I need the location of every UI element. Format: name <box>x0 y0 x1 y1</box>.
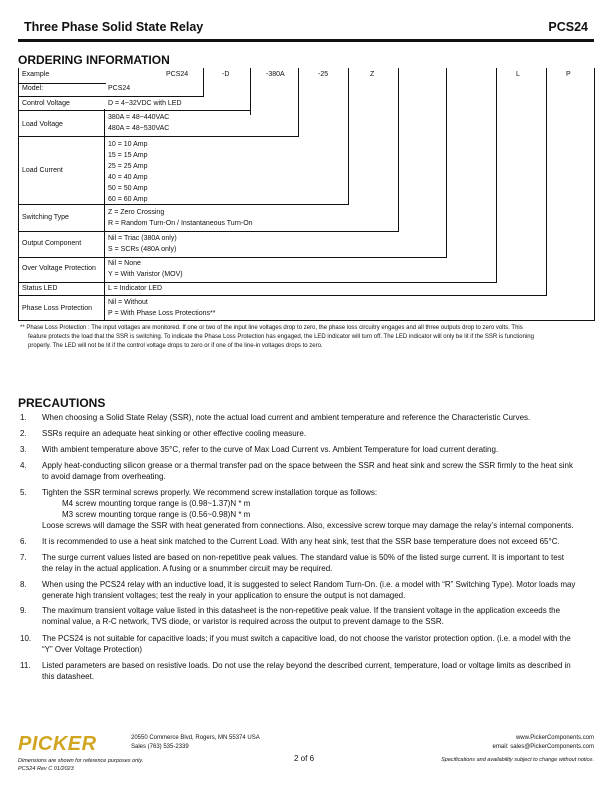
item-number: 1. <box>20 413 27 422</box>
part-number: PCS24 <box>548 20 588 34</box>
row-value-load-voltage-1: 380A = 48~440VAC <box>108 114 170 121</box>
row-rule <box>18 282 497 283</box>
row-rule <box>18 136 299 137</box>
item-text: The PCS24 is not suitable for capacitive loads; if you must switch a capacitive load, do not choose the varistor protection option. (i.e. a model with the <box>42 634 571 643</box>
connector-line <box>446 68 447 257</box>
item-text: When choosing a Solid State Relay (SSR), note the actual load current and ambient temperature and reference the Characteristic Curves. <box>42 413 531 422</box>
precaution-item-3 <box>20 444 592 455</box>
row-value-model: PCS24 <box>108 85 131 92</box>
item-text: “Y” Over Voltage Protection) <box>42 645 143 654</box>
row-label-phase-loss: Phase Loss Protection <box>22 305 93 312</box>
precaution-item-2 <box>20 428 592 439</box>
dimensions-note: Dimensions are shown for reference purposes only. <box>18 758 144 764</box>
item-text: generate high transient voltages; test the realy in your application to ensure the output is not damaged. <box>42 591 406 600</box>
item-text: Loose screws will damage the SSR with heat generated from connections. Also, excessive screw torque may damage the relay’s internal components. <box>42 521 574 530</box>
code-control-voltage: -D <box>222 71 230 78</box>
item-number: 7. <box>20 553 27 562</box>
item-text: When using the PCS24 relay with an inductive load, it is suggested to select Random Turn-On. (i.e. a model with “R” Switching Type). Motor loads may <box>42 580 576 589</box>
row-value-control-voltage: D = 4~32VDC with LED <box>108 100 182 107</box>
ordering-title: ORDERING INFORMATION <box>18 53 170 67</box>
row-rule <box>18 295 547 296</box>
row-value-load-current-3: 25 = 25 Amp <box>108 163 148 170</box>
row-value-load-current-4: 40 = 40 Amp <box>108 174 148 181</box>
code-switching-type: Z <box>370 71 375 78</box>
connector-line <box>546 68 547 296</box>
item-number: 3. <box>20 445 27 454</box>
precaution-item-5 <box>20 487 592 531</box>
item-text: the relay in the actual application. A fusing or a snummber circuit may be required. <box>42 564 333 573</box>
item-text: to avoid damage from overheating. <box>42 472 166 481</box>
row-rule <box>18 320 595 321</box>
item-text: this datasheet. <box>42 672 95 681</box>
footer-address <box>131 734 260 752</box>
footer-notes-left <box>18 757 143 773</box>
row-value-over-voltage-1: Nil = None <box>108 260 141 267</box>
footer-contact <box>493 734 594 752</box>
item-number: 6. <box>20 537 27 546</box>
item-text: With ambient temperature above 35°C, refer to the curve of Max Load Current vs. Ambient Temperature for load current derating. <box>42 445 499 454</box>
connector-line <box>496 68 497 283</box>
page-number: 2 of 6 <box>294 754 315 763</box>
note-line: feature protects the load that the SSR is switching. To indicate the Phase Loss Protection has engaged, the LED indicator will turn off. The LED indicator will only be lit if the SSR is functioning <box>28 334 534 340</box>
row-rule <box>18 231 399 232</box>
row-value-load-voltage-2: 480A = 48~530VAC <box>108 125 170 132</box>
row-value-phase-loss-2: P = With Phase Loss Protections** <box>108 310 216 317</box>
connector-line <box>298 68 299 137</box>
item-number: 8. <box>20 580 27 589</box>
item-text: The maximum transient voltage value listed in this datasheet is the non-repetitive peak value. If the transient voltage in the application exceeds the <box>42 606 561 615</box>
table-divider <box>104 109 105 320</box>
precaution-item-1 <box>20 412 592 423</box>
item-number: 10. <box>20 634 32 643</box>
item-number: 2. <box>20 429 27 438</box>
connector-line <box>250 68 251 115</box>
row-rule <box>18 83 106 84</box>
item-text: M4 screw mounting torque range is (0.98~1.37)N * m <box>62 499 251 508</box>
precaution-item-4 <box>20 460 592 482</box>
code-model: PCS24 <box>166 71 189 78</box>
item-text: nominal value, a R-C network, TVS diode, or varistor is required across the output to prevent damage to the SSR. <box>42 617 444 626</box>
connector-line <box>594 68 595 320</box>
row-value-output-component-2: S = SCRs (480A only) <box>108 246 177 253</box>
row-value-load-current-5: 50 = 50 Amp <box>108 185 148 192</box>
precaution-item-6 <box>20 536 592 547</box>
item-text: Listed parameters are based on resistive loads. Do not use the relay beyond the described current, temperature, load or voltage limits as described in <box>42 661 571 670</box>
item-text: The surge current values listed are based on non-repetitive peak values. The standard value is 50% of the listed surge current. It is important to test <box>42 553 564 562</box>
item-text: SSRs require an adequate heat sinking or other effective cooling measure. <box>42 429 307 438</box>
connector-line <box>398 68 399 231</box>
spec-note: Specifications and availability subject to change without notice. <box>441 757 594 763</box>
sales-phone: Sales (763) 535-2339 <box>131 744 189 750</box>
item-number: 9. <box>20 606 27 615</box>
row-value-status-led: L = Indicator LED <box>108 285 163 292</box>
row-value-switching-type-1: Z = Zero Crossing <box>108 209 165 216</box>
revision: PCS24 Rev C 01/2023 <box>18 766 74 772</box>
row-label-model: Model: <box>22 85 44 92</box>
row-rule <box>18 110 251 111</box>
address-line: 20550 Commerce Blvd, Rogers, MN 55374 USA <box>131 735 260 741</box>
row-rule <box>18 257 447 258</box>
row-label-over-voltage: Over Voltage Protection <box>22 265 96 272</box>
row-value-over-voltage-2: Y = With Varistor (MOV) <box>108 271 183 278</box>
item-number: 4. <box>20 461 27 470</box>
connector-line <box>348 68 349 204</box>
logo-text: PICKER <box>18 733 97 755</box>
row-label-output-component: Output Component <box>22 240 82 247</box>
row-value-load-current-2: 15 = 15 Amp <box>108 152 148 159</box>
email-link[interactable]: email: sales@PickerComponents.com <box>492 744 594 750</box>
row-value-switching-type-2: R = Random Turn-On / Instantaneous Turn-On <box>108 220 253 227</box>
row-label-control-voltage: Control Voltage <box>22 100 70 107</box>
precaution-item-7 <box>20 552 592 574</box>
item-text: Apply heat-conducting silicon grease or a thermal transfer pad on the space between the SSR and heat sink and screw the SSR firmly to the heat sink <box>42 461 573 470</box>
code-load-current: -25 <box>318 71 329 78</box>
precautions-title: PRECAUTIONS <box>18 396 106 410</box>
precaution-item-9 <box>20 605 592 627</box>
item-number: 11. <box>20 661 31 670</box>
row-label-load-current: Load Current <box>22 167 63 174</box>
row-rule <box>18 204 349 205</box>
connector-line <box>203 68 204 97</box>
website-link[interactable]: www.PickerComponents.com <box>515 735 594 741</box>
row-value-output-component-1: Nil = Triac (380A only) <box>108 235 177 242</box>
row-label-status-led: Status LED <box>22 285 58 292</box>
code-status-led: L <box>516 71 520 78</box>
item-text: Tighten the SSR terminal screws properly. We recommend screw installation torque as follows: <box>42 488 378 497</box>
code-load-voltage: -380A <box>266 71 285 78</box>
phase-loss-note <box>20 324 590 351</box>
row-value-load-current-6: 60 = 60 Amp <box>108 196 148 203</box>
row-value-load-current-1: 10 = 10 Amp <box>108 141 148 148</box>
item-text: M3 screw mounting torque range is (0.56~0.98)N * m <box>62 510 251 519</box>
precaution-item-11 <box>20 660 592 682</box>
row-value-phase-loss-1: Nil = Without <box>108 299 148 306</box>
note-line: ** Phase Loss Protection : The input voltages are monitored. If one or two of the input line voltages drop to zero, the phase loss circuitry engages and all three outputs drop to zero volts. This <box>20 325 523 331</box>
header-rule <box>18 39 594 42</box>
picker-logo <box>18 733 97 756</box>
row-label-load-voltage: Load Voltage <box>22 121 63 128</box>
row-rule <box>18 96 204 97</box>
precaution-item-8 <box>20 579 592 601</box>
example-label: Example <box>22 71 50 78</box>
row-label-switching-type: Switching Type <box>22 214 69 221</box>
item-number: 5. <box>20 488 27 497</box>
precaution-item-10 <box>20 633 592 655</box>
code-phase-loss: P <box>566 71 571 78</box>
note-line: properly. The LED will not be lit if the control voltage drops to zero or if one of the line-in voltages drops to zero. <box>28 343 323 349</box>
item-text: It is recommended to use a heat sink matched to the Current Load. With any heat sink, test that the SSR base temperature does not exceed 65°C. <box>42 537 560 546</box>
document-title: Three Phase Solid State Relay <box>24 20 204 34</box>
